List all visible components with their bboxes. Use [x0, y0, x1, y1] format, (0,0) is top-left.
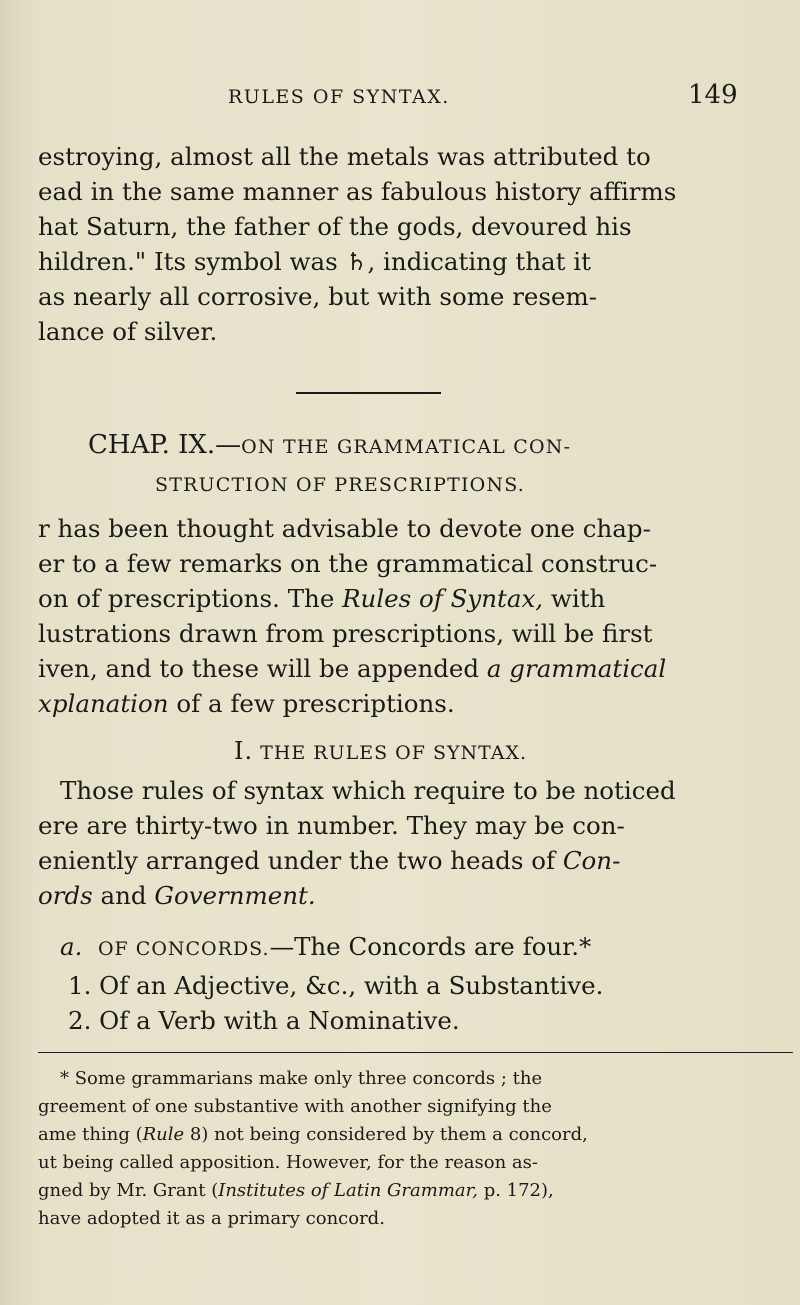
italic-run: Institutes of Latin Grammar, [218, 1180, 478, 1201]
page-number: 149 [688, 80, 738, 110]
italic-run: Con- [562, 846, 621, 875]
chapter-number: CHAP. IX.— [88, 430, 242, 460]
italic-run: Rule [142, 1124, 185, 1145]
chapter-para-line-2: er to a few remarks on the grammatical construc- [38, 549, 658, 578]
chapter-para-line-5 [38, 654, 666, 683]
footnote-line-4: ut being called apposition. However, for the reason as- [38, 1152, 538, 1173]
footnote-line-1: * Some grammarians make only three concords ; the [60, 1068, 543, 1089]
concords-heading-title: OF CONCORDS. [97, 938, 270, 960]
section-para-line-4 [38, 881, 316, 910]
intro-line-1: estroying, almost all the metals was attributed to [38, 142, 651, 171]
footnote-line-5 [38, 1180, 554, 1201]
chapter-title-part-1: ON THE GRAMMATICAL CON- [241, 436, 572, 458]
section-para-line-3 [38, 846, 620, 875]
text-run: on of prescriptions. The [38, 584, 343, 613]
italic-run: xplanation [38, 689, 169, 718]
chapter-heading [88, 430, 571, 460]
italic-run: Rules of Syntax, [342, 584, 544, 613]
concords-heading-text: —The Concords are four.* [269, 932, 592, 961]
intro-line-3: hat Saturn, the father of the gods, devoured his [38, 212, 632, 241]
footnote-line-3 [38, 1124, 588, 1145]
text-run: p. 172), [477, 1180, 554, 1201]
chapter-title-part-2: STRUCTION OF PRESCRIPTIONS. [155, 474, 526, 496]
concords-label: a. [60, 932, 83, 961]
concord-item-1: 1. Of an Adjective, &c., with a Substantive. [68, 971, 604, 1000]
running-header [0, 80, 800, 114]
text-run: with [543, 584, 606, 613]
italic-run: a grammatical [486, 654, 667, 683]
chapter-para-line-6 [38, 689, 455, 718]
footnote-line-2: greement of one substantive with another signifying the [38, 1096, 552, 1117]
text-run: and [92, 881, 155, 910]
section-numeral: I. [234, 737, 254, 765]
running-title: RULES OF SYNTAX. [228, 86, 450, 108]
italic-run: Government. [154, 881, 316, 910]
chapter-para-line-4: lustrations drawn from prescriptions, will be first [38, 619, 653, 648]
section-para-line-1: Those rules of syntax which require to be noticed [60, 776, 676, 805]
intro-line-6: lance of silver. [38, 317, 218, 346]
intro-line-5: as nearly all corrosive, but with some resem- [38, 282, 598, 311]
text-run: of a few prescriptions. [168, 689, 455, 718]
footnote-rule [38, 1052, 793, 1053]
section-heading [234, 737, 527, 765]
intro-line-2: ead in the same manner as fabulous history affirms [38, 177, 677, 206]
text-run: gned by Mr. Grant ( [38, 1180, 219, 1201]
concord-item-2: 2. Of a Verb with a Nominative. [68, 1006, 460, 1035]
chapter-para-line-3 [38, 584, 605, 613]
footnote-line-6: have adopted it as a primary concord. [38, 1208, 385, 1229]
concords-heading [60, 932, 591, 961]
text-run: iven, and to these will be appended [38, 654, 487, 683]
intro-line-4: hildren." Its symbol was ♄, indicating that it [38, 247, 591, 276]
italic-run: ords [38, 881, 93, 910]
section-para-line-2: ere are thirty-two in number. They may be con- [38, 811, 625, 840]
section-divider-rule [296, 392, 441, 394]
chapter-para-line-1: r has been thought advisable to devote one chap- [38, 514, 651, 543]
text-run: eniently arranged under the two heads of [38, 846, 563, 875]
section-title: THE RULES OF SYNTAX. [260, 742, 528, 764]
text-run: 8) not being considered by them a concord, [184, 1124, 588, 1145]
text-run: ame thing ( [38, 1124, 143, 1145]
